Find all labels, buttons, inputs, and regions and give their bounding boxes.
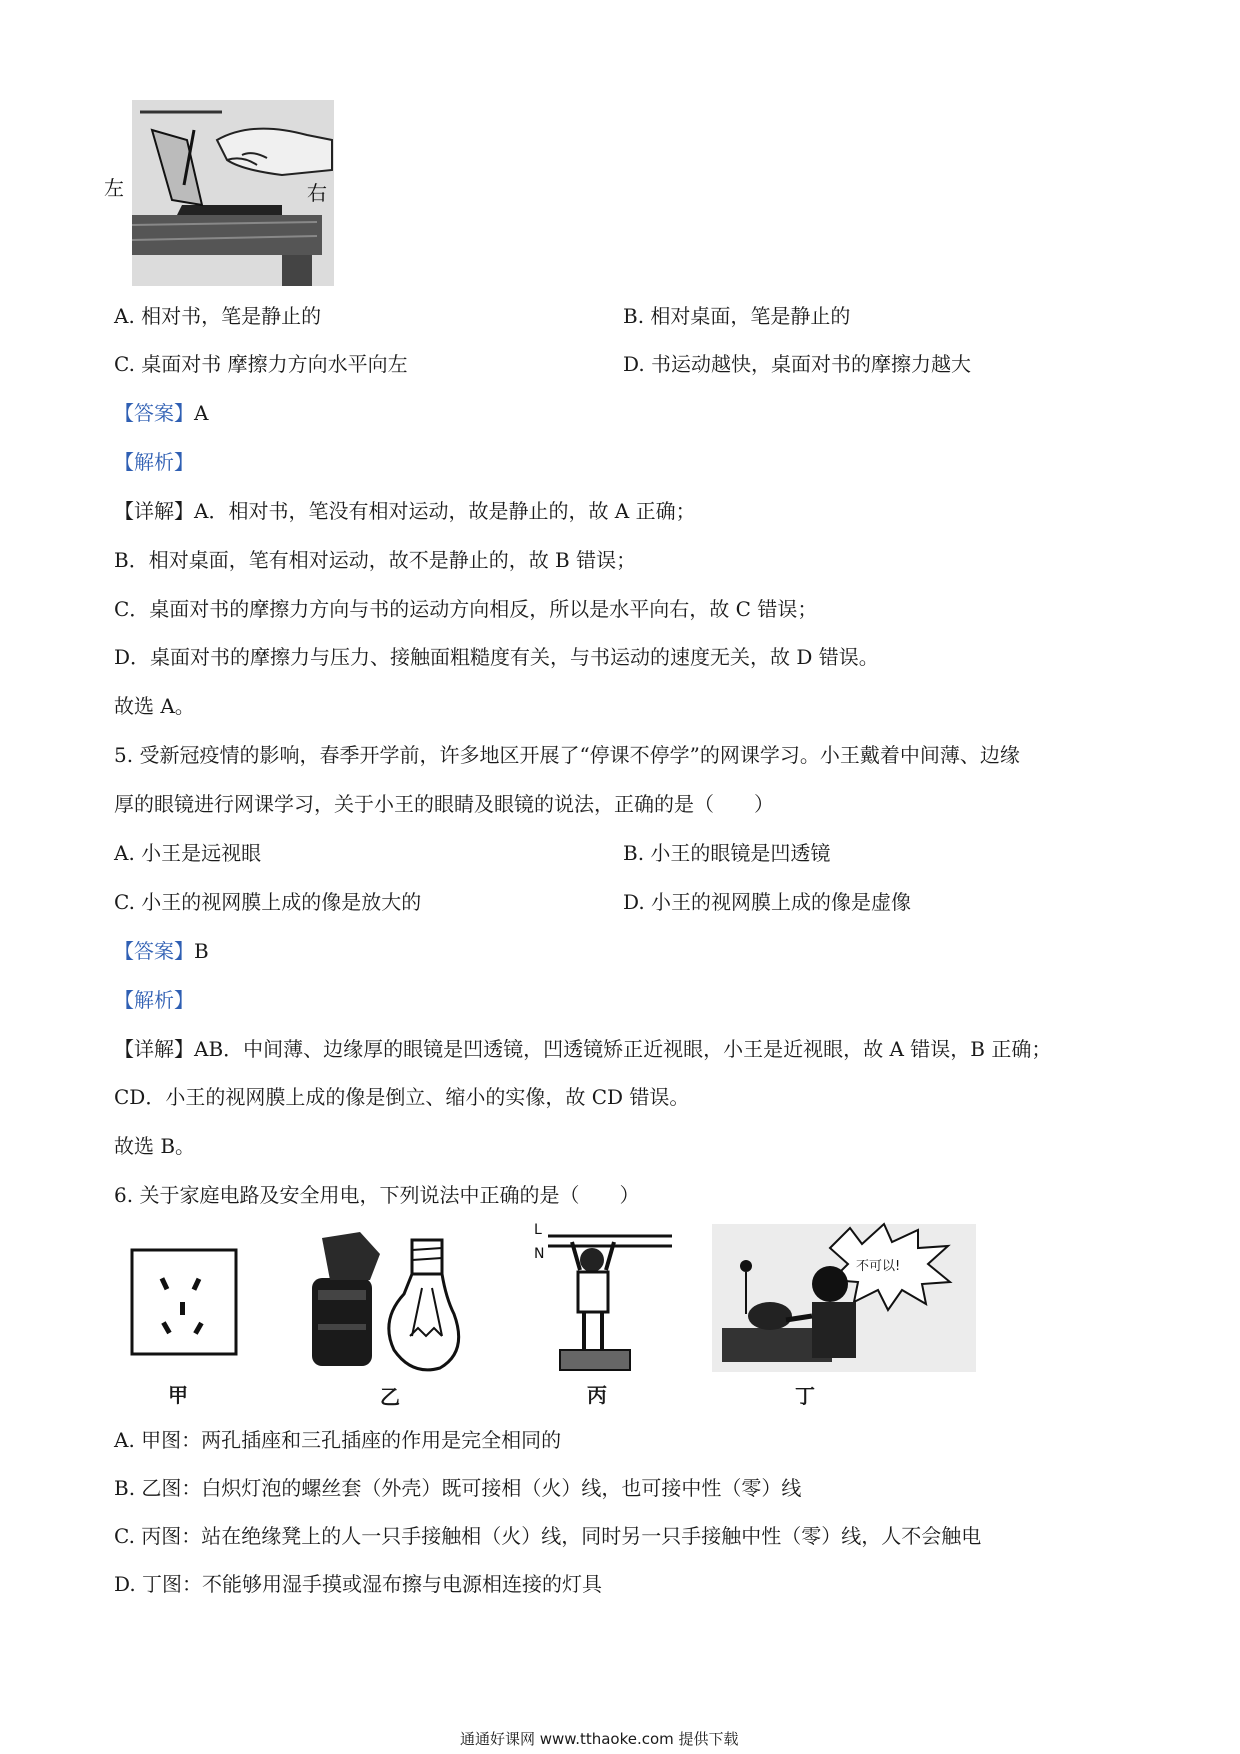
q5-detail-line: CD．小王的视网膜上成的像是倒立、缩小的实像，故 CD 错误。 [114,1085,690,1109]
left-label: 左 [104,176,124,200]
book-table-illustration [104,100,334,286]
q5-detail-line: 【详解】AB．中间薄、边缘厚的眼镜是凹透镜，凹透镜矫正近视眼，小王是近视眼，故 A 错误，B 正确； [114,1037,1052,1061]
speech-bubble-text: 不可以! [856,1259,901,1274]
q5-option-b: B. 小王的眼镜是凹透镜 [623,841,831,865]
q5-option-d: D. 小王的视网膜上成的像是虚像 [623,890,912,914]
answer-tag: 【答案】 [114,939,194,963]
q4-option-d: D. 书运动越快，桌面对书的摩擦力越大 [623,352,972,376]
q4-option-a: A. 相对书，笔是静止的 [114,304,322,328]
right-label: 右 [307,181,327,205]
q5-stem-line2: 厚的眼镜进行网课学习，关于小王的眼睛及眼镜的说法，正确的是（ ） [114,792,774,816]
q5-answer [114,937,209,965]
q5-option-a: A. 小王是远视眼 [114,841,262,865]
bulb-figure [300,1228,476,1378]
page-footer: 通通好课网 www.tthaoke.com 提供下载 [460,1730,739,1748]
q6-option-b: B. 乙图：白炽灯泡的螺丝套（外壳）既可接相（火）线，也可接中性（零）线 [114,1476,802,1500]
lamp-holder-and-bulb-illustration [300,1228,476,1378]
wire-label-l: L [534,1222,542,1238]
q5-conclusion: 故选 B。 [114,1134,196,1158]
q5-stem-line1: 5. 受新冠疫情的影响，春季开学前，许多地区开展了“停课不停学”的网课学习。小王戴着中间薄、边缘 [114,743,1020,767]
person-wires-figure [530,1220,672,1375]
figure-caption-yi: 乙 [380,1385,400,1409]
q4-conclusion: 故选 A。 [114,694,195,718]
wet-hand-lamp-figure [712,1224,976,1372]
answer-value: B [194,939,209,963]
socket-figure [128,1246,240,1358]
q6-option-c: C. 丙图：站在绝缘凳上的人一只手接触相（火）线，同时另一只手接触中性（零）线，人不会触电 [114,1524,982,1548]
q4-answer [114,399,208,427]
q4-option-c: C. 桌面对书 摩擦力方向水平向左 [114,352,408,376]
q4-analysis-tag: 【解析】 [114,450,194,474]
answer-tag: 【答案】 [114,401,194,425]
q5-analysis-tag: 【解析】 [114,988,194,1012]
figure-caption-bing: 丙 [587,1383,607,1407]
q4-detail-line: C．桌面对书的摩擦力方向与书的运动方向相反，所以是水平向右，故 C 错误； [114,597,818,621]
q4-detail-line: D．桌面对书的摩擦力与压力、接触面粗糙度有关，与书运动的速度无关，故 D 错误。 [114,645,879,669]
q4-detail-line: 【详解】A．相对书，笔没有相对运动，故是静止的，故 A 正确； [114,499,696,523]
q6-option-d: D. 丁图：不能够用湿手摸或湿布擦与电源相连接的灯具 [114,1572,603,1596]
wall-socket-illustration [128,1246,240,1358]
figure-caption-ding: 丁 [795,1384,815,1408]
answer-value: A [194,401,209,425]
q4-option-b: B. 相对桌面，笔是静止的 [623,304,851,328]
q4-detail-line: B．相对桌面，笔有相对运动，故不是静止的，故 B 错误； [114,548,637,572]
q6-stem: 6. 关于家庭电路及安全用电，下列说法中正确的是（ ） [114,1183,640,1207]
book-on-table-figure [104,100,334,286]
wire-label-n: N [534,1246,545,1262]
wet-hand-lamp-illustration [712,1224,976,1372]
figure-caption-jia: 甲 [168,1383,188,1407]
person-touching-wires-illustration [530,1220,672,1375]
q6-option-a: A. 甲图：两孔插座和三孔插座的作用是完全相同的 [114,1428,562,1452]
q5-option-c: C. 小王的视网膜上成的像是放大的 [114,890,422,914]
